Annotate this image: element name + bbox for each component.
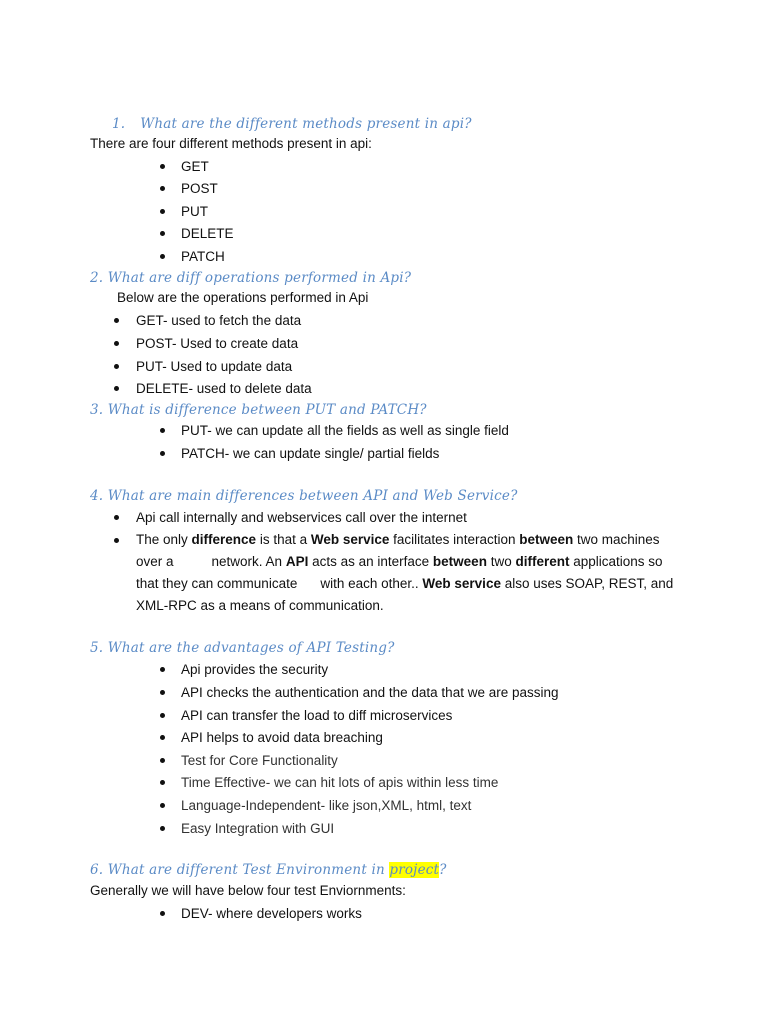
para-line-1: The only difference is that a Web service facilitates interaction between two machines (136, 532, 660, 547)
list-item: Time Effective- we can hit lots of apis within less time (181, 775, 499, 790)
list-item: PUT- Used to update data (136, 359, 293, 374)
bullet-icon (160, 780, 165, 785)
list-item: PUT- we can update all the fields as well as single field (181, 423, 509, 438)
question-1-number: 1. (112, 116, 126, 132)
bullet-icon (160, 735, 165, 740)
bullet-icon (114, 538, 119, 543)
bullet-icon (160, 451, 165, 456)
list-item: Test for Core Functionality (181, 753, 338, 768)
para-line-4: XML-RPC as a means of communication. (136, 598, 384, 613)
bullet-icon (160, 254, 165, 259)
list-item: DELETE- used to delete data (136, 381, 312, 396)
question-6-title (90, 862, 447, 878)
para-line-3: that they can communicate with each other.. Web service also uses SOAP, REST, and (136, 576, 674, 591)
list-item: Language-Independent- like json,XML, html, text (181, 798, 472, 813)
para-line-2: over a network. An API acts as an interface between two different applications so (136, 554, 663, 569)
bullet-icon (160, 186, 165, 191)
list-item: API helps to avoid data breaching (181, 730, 383, 745)
question-1-intro: There are four different methods present in api: (90, 136, 372, 151)
list-item: POST- Used to create data (136, 336, 299, 351)
bullet-icon (160, 758, 165, 763)
bullet-icon (160, 690, 165, 695)
list-item: API can transfer the load to diff microservices (181, 708, 453, 723)
bullet-icon (114, 341, 119, 346)
question-1-title (112, 116, 472, 132)
list-item: DEV- where developers works (181, 906, 362, 921)
list-item: DELETE (181, 226, 234, 241)
question-6-mark: ? (439, 862, 447, 878)
list-item: POST (181, 181, 218, 196)
question-3-title: 3. What is difference between PUT and PATCH? (90, 402, 427, 418)
bullet-icon (160, 428, 165, 433)
bullet-icon (160, 667, 165, 672)
list-item: GET- used to fetch the data (136, 313, 302, 328)
bullet-icon (160, 209, 165, 214)
list-item: GET (181, 159, 209, 174)
question-4-title: 4. What are main differences between API and Web Service? (90, 488, 518, 504)
question-2-title: 2. What are diff operations performed in Api? (90, 270, 412, 286)
question-6-intro: Generally we will have below four test Enviornments: (90, 883, 406, 898)
bullet-icon (160, 713, 165, 718)
question-5-title: 5. What are the advantages of API Testing? (90, 640, 395, 656)
list-item: PUT (181, 204, 208, 219)
bullet-icon (160, 803, 165, 808)
bullet-icon (160, 231, 165, 236)
bullet-icon (160, 164, 165, 169)
list-item: Api provides the security (181, 662, 329, 677)
bullet-icon (114, 318, 119, 323)
bullet-icon (114, 386, 119, 391)
bullet-icon (160, 826, 165, 831)
list-item: Api call internally and webservices call over the internet (136, 510, 467, 525)
highlighted-word: project (389, 862, 440, 878)
list-item: PATCH (181, 249, 225, 264)
question-6-text: 6. What are different Test Environment in (90, 862, 390, 878)
bullet-icon (160, 911, 165, 916)
question-1-text: What are the different methods present in api? (140, 116, 472, 132)
list-item: API checks the authentication and the data that we are passing (181, 685, 559, 700)
question-2-intro: Below are the operations performed in Api (117, 290, 369, 305)
list-item: Easy Integration with GUI (181, 821, 335, 836)
list-item: PATCH- we can update single/ partial fields (181, 446, 440, 461)
bullet-icon (114, 515, 119, 520)
bullet-icon (114, 364, 119, 369)
